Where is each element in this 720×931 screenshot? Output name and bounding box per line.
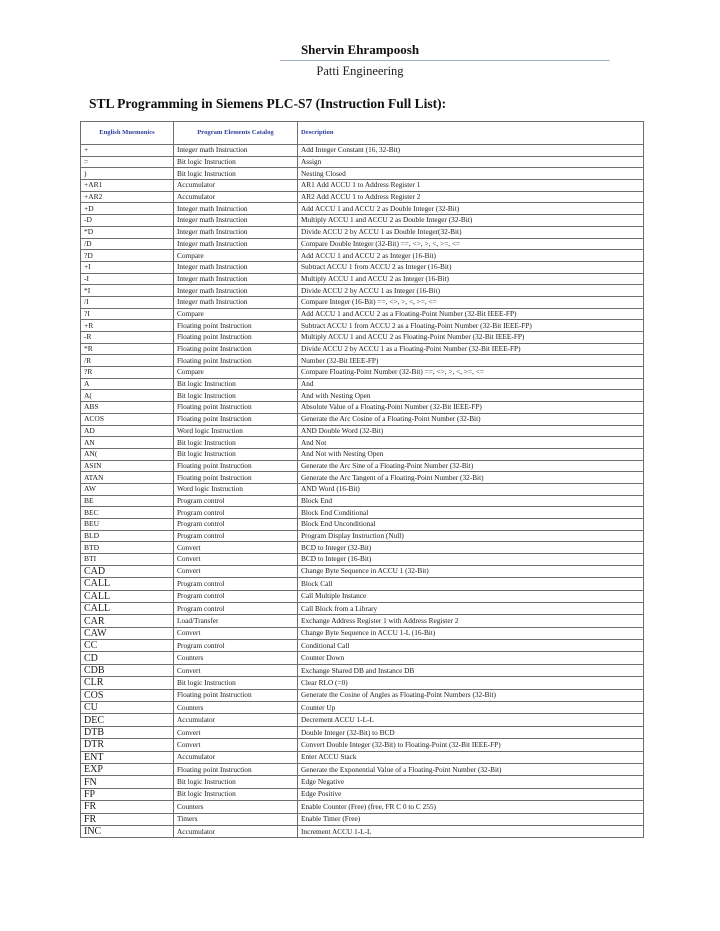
description-cell: Block End Conditional [298,507,644,519]
table-row [81,145,644,157]
description-cell: Change Byte Sequence in ACCU 1 (32-Bit) [298,565,644,577]
description-cell: Decrement ACCU 1-L-L [298,714,644,726]
mnemonic-cell: ?D [81,250,174,262]
description-cell: Subtract ACCU 1 from ACCU 2 as Integer (16-Bit) [298,261,644,273]
catalog-cell: Bit logic Instruction [174,156,298,168]
catalog-cell: Floating point Instruction [174,460,298,472]
table-row [81,156,644,168]
mnemonic-cell: *R [81,343,174,355]
description-cell: Nesting Closed [298,168,644,180]
table-row [81,554,644,566]
catalog-cell: Program control [174,602,298,614]
catalog-cell: Counters [174,652,298,664]
table-row [81,191,644,203]
table-row [81,825,644,837]
description-cell: Generate the Exponential Value of a Floating-Point Number (32-Bit) [298,764,644,776]
mnemonic-cell: BE [81,495,174,507]
description-cell: Block End Unconditional [298,519,644,531]
description-cell: Generate the Arc Tangent of a Floating-Point Number (32-Bit) [298,472,644,484]
catalog-cell: Program control [174,578,298,590]
table-row [81,507,644,519]
description-cell: Divide ACCU 2 by ACCU 1 as Double Integer(32-Bit) [298,226,644,238]
description-cell: And with Nesting Open [298,390,644,402]
table-row [81,813,644,825]
description-cell: Generate the Cosine of Angles as Floating-Point Numbers (32-Bit) [298,689,644,701]
catalog-cell: Convert [174,542,298,554]
catalog-cell: Program control [174,640,298,652]
mnemonic-cell: ABS [81,402,174,414]
table-row [81,530,644,542]
catalog-cell: Convert [174,627,298,639]
mnemonic-cell: CAD [81,565,174,577]
mnemonic-cell: CALL [81,590,174,602]
mnemonic-cell: ) [81,168,174,180]
description-cell: Enter ACCU Stack [298,751,644,763]
catalog-cell: Floating point Instruction [174,332,298,344]
catalog-cell: Integer math Instruction [174,261,298,273]
table-row [81,296,644,308]
column-header-catalog: Program Elements Catalog [174,122,298,145]
catalog-cell: Bit logic Instruction [174,378,298,390]
description-cell: Enable Counter (Free) (free, FR C 0 to C 255) [298,801,644,813]
mnemonic-cell: BLD [81,530,174,542]
table-row [81,425,644,437]
catalog-cell: Bit logic Instruction [174,776,298,788]
mnemonic-cell: *D [81,226,174,238]
catalog-cell: Program control [174,590,298,602]
description-cell: Counter Up [298,702,644,714]
document-title: STL Programming in Siemens PLC-S7 (Instruction Full List): [89,96,447,111]
description-cell: Edge Positive [298,788,644,800]
table-row [81,602,644,614]
catalog-cell: Integer math Instruction [174,238,298,250]
mnemonic-cell: A [81,378,174,390]
description-cell: BCD to Integer (16-Bit) [298,554,644,566]
mnemonic-cell: CAR [81,615,174,627]
catalog-cell: Word logic Instruction [174,483,298,495]
description-cell: AND Word (16-Bit) [298,483,644,495]
mnemonic-cell: +AR2 [81,191,174,203]
description-cell: Divide ACCU 2 by ACCU 1 as a Floating-Point Number (32-Bit IEEE-FP) [298,343,644,355]
description-cell: Compare Floating-Point Number (32-Bit) ==, <>, >, <, >=, <= [298,367,644,379]
mnemonic-cell: BEC [81,507,174,519]
table-row [81,542,644,554]
description-cell: Assign [298,156,644,168]
description-cell: Add ACCU 1 and ACCU 2 as Double Integer (32-Bit) [298,203,644,215]
table-row [81,367,644,379]
table-row [81,788,644,800]
catalog-cell: Integer math Instruction [174,285,298,297]
mnemonic-cell: -R [81,332,174,344]
mnemonic-cell: COS [81,689,174,701]
mnemonic-cell: AW [81,483,174,495]
catalog-cell: Compare [174,367,298,379]
catalog-cell: Compare [174,308,298,320]
table-row [81,615,644,627]
table-row [81,751,644,763]
table-row [81,519,644,531]
mnemonic-cell: *I [81,285,174,297]
catalog-cell: Floating point Instruction [174,413,298,425]
mnemonic-cell: FR [81,801,174,813]
catalog-cell: Convert [174,726,298,738]
catalog-cell: Bit logic Instruction [174,437,298,449]
table-row [81,261,644,273]
column-header-mnemonics: English Mnemonics [81,122,174,145]
table-row [81,627,644,639]
description-cell: Absolute Value of a Floating-Point Number (32-Bit IEEE-FP) [298,402,644,414]
table-row [81,343,644,355]
mnemonic-cell: DTR [81,739,174,751]
mnemonic-cell: ACOS [81,413,174,425]
description-cell: Compare Double Integer (32-Bit) ==, <>, >, <, >=, <= [298,238,644,250]
table-header-row [81,122,644,145]
catalog-cell: Convert [174,739,298,751]
table-row [81,460,644,472]
description-cell: Add ACCU 1 and ACCU 2 as Integer (16-Bit) [298,250,644,262]
table-row [81,402,644,414]
column-header-description: Description [298,122,644,145]
mnemonic-cell: A( [81,390,174,402]
description-cell: Divide ACCU 2 by ACCU 1 as Integer (16-Bit) [298,285,644,297]
mnemonic-cell: -I [81,273,174,285]
description-cell: Increment ACCU 1-L-L [298,825,644,837]
mnemonic-cell: DEC [81,714,174,726]
catalog-cell: Program control [174,530,298,542]
mnemonic-cell: DTB [81,726,174,738]
catalog-cell: Floating point Instruction [174,689,298,701]
mnemonic-cell: /R [81,355,174,367]
catalog-cell: Accumulator [174,191,298,203]
description-cell: Generate the Arc Sine of a Floating-Point Number (32-Bit) [298,460,644,472]
description-cell: Add ACCU 1 and ACCU 2 as a Floating-Point Number (32-Bit IEEE-FP) [298,308,644,320]
description-cell: Multiply ACCU 1 and ACCU 2 as Integer (16-Bit) [298,273,644,285]
table-row [81,689,644,701]
catalog-cell: Timers [174,813,298,825]
mnemonic-cell: +D [81,203,174,215]
mnemonic-cell: AN [81,437,174,449]
mnemonic-cell: -D [81,215,174,227]
description-cell: And Not [298,437,644,449]
catalog-cell: Accumulator [174,751,298,763]
catalog-cell: Bit logic Instruction [174,168,298,180]
table-row [81,238,644,250]
mnemonic-cell: FP [81,788,174,800]
mnemonic-cell: FR [81,813,174,825]
table-row [81,776,644,788]
table-row [81,483,644,495]
mnemonic-cell: CAW [81,627,174,639]
mnemonic-cell: ASIN [81,460,174,472]
catalog-cell: Load/Transfer [174,615,298,627]
catalog-cell: Integer math Instruction [174,273,298,285]
catalog-cell: Floating point Instruction [174,320,298,332]
catalog-cell: Program control [174,495,298,507]
description-cell: AR2 Add ACCU 1 to Address Register 2 [298,191,644,203]
catalog-cell: Counters [174,702,298,714]
table-row [81,413,644,425]
table-row [81,472,644,484]
table-row [81,677,644,689]
description-cell: Double Integer (32-Bit) to BCD [298,726,644,738]
catalog-cell: Bit logic Instruction [174,788,298,800]
catalog-cell: Floating point Instruction [174,355,298,367]
description-cell: And [298,378,644,390]
description-cell: And Not with Nesting Open [298,448,644,460]
mnemonic-cell: BEU [81,519,174,531]
mnemonic-cell: AD [81,425,174,437]
mnemonic-cell: CLR [81,677,174,689]
catalog-cell: Integer math Instruction [174,145,298,157]
description-cell: Convert Double Integer (32-Bit) to Floating-Point (32-Bit IEEE-FP) [298,739,644,751]
description-cell: Subtract ACCU 1 from ACCU 2 as a Floating-Point Number (32-Bit IEEE-FP) [298,320,644,332]
table-row [81,390,644,402]
description-cell: AND Double Word (32-Bit) [298,425,644,437]
description-cell: Block End [298,495,644,507]
description-cell: Clear RLO (=0) [298,677,644,689]
mnemonic-cell: CD [81,652,174,664]
catalog-cell: Integer math Instruction [174,203,298,215]
catalog-cell: Floating point Instruction [174,402,298,414]
description-cell: Change Byte Sequence in ACCU 1-L (16-Bit) [298,627,644,639]
table-row [81,764,644,776]
table-row [81,702,644,714]
mnemonic-cell: ATAN [81,472,174,484]
description-cell: Add Integer Constant (16, 32-Bit) [298,145,644,157]
header-divider [280,60,610,61]
description-cell: Conditional Call [298,640,644,652]
catalog-cell: Integer math Instruction [174,296,298,308]
description-cell: Multiply ACCU 1 and ACCU 2 as Double Integer (32-Bit) [298,215,644,227]
catalog-cell: Accumulator [174,825,298,837]
catalog-cell: Compare [174,250,298,262]
table-row [81,378,644,390]
table-row [81,215,644,227]
catalog-cell: Bit logic Instruction [174,448,298,460]
table-row [81,320,644,332]
mnemonic-cell: EXP [81,764,174,776]
description-cell: Block Call [298,578,644,590]
table-row [81,448,644,460]
mnemonic-cell: +I [81,261,174,273]
table-row [81,203,644,215]
mnemonic-cell: CALL [81,602,174,614]
catalog-cell: Integer math Instruction [174,215,298,227]
description-cell: Call Multiple Instance [298,590,644,602]
mnemonic-cell: CC [81,640,174,652]
table-row [81,180,644,192]
mnemonic-cell: CU [81,702,174,714]
mnemonic-cell: FN [81,776,174,788]
mnemonic-cell: /D [81,238,174,250]
table-row [81,168,644,180]
mnemonic-cell: BTI [81,554,174,566]
table-row [81,273,644,285]
table-row [81,250,644,262]
catalog-cell: Accumulator [174,180,298,192]
catalog-cell: Convert [174,664,298,676]
catalog-cell: Counters [174,801,298,813]
table-row [81,332,644,344]
table-row [81,590,644,602]
table-row [81,308,644,320]
description-cell: Multiply ACCU 1 and ACCU 2 as Floating-Point Number (32-Bit IEEE-FP) [298,332,644,344]
table-row [81,726,644,738]
table-row [81,714,644,726]
mnemonic-cell: CALL [81,578,174,590]
description-cell: Counter Down [298,652,644,664]
description-cell: Call Block from a Library [298,602,644,614]
description-cell: Enable Timer (Free) [298,813,644,825]
mnemonic-cell: + [81,145,174,157]
catalog-cell: Convert [174,565,298,577]
mnemonic-cell: BTD [81,542,174,554]
description-cell: Compare Integer (16-Bit) ==, <>, >, <, >=, <= [298,296,644,308]
catalog-cell: Floating point Instruction [174,472,298,484]
mnemonic-cell: CDB [81,664,174,676]
mnemonic-cell: /I [81,296,174,308]
table-row [81,285,644,297]
description-cell: Exchange Shared DB and Instance DB [298,664,644,676]
table-row [81,437,644,449]
table-row [81,664,644,676]
catalog-cell: Integer math Instruction [174,226,298,238]
table-body [81,145,644,838]
mnemonic-cell: INC [81,825,174,837]
table-row [81,565,644,577]
catalog-cell: Program control [174,507,298,519]
catalog-cell: Bit logic Instruction [174,677,298,689]
table-row [81,578,644,590]
catalog-cell: Program control [174,519,298,531]
mnemonic-cell: +AR1 [81,180,174,192]
mnemonic-cell: ENT [81,751,174,763]
description-cell: Number (32-Bit IEEE-FP) [298,355,644,367]
catalog-cell: Convert [174,554,298,566]
table-row [81,652,644,664]
catalog-cell: Word logic Instruction [174,425,298,437]
catalog-cell: Accumulator [174,714,298,726]
description-cell: Exchange Address Register 1 with Address Register 2 [298,615,644,627]
author-name: Shervin Ehrampoosh [300,42,420,57]
table-row [81,495,644,507]
company-name: Patti Engineering [316,64,404,78]
mnemonic-cell: ?R [81,367,174,379]
mnemonic-cell: +R [81,320,174,332]
table-row [81,801,644,813]
instruction-table [80,121,644,838]
table-row [81,640,644,652]
table-row [81,355,644,367]
table-row [81,739,644,751]
mnemonic-cell: ?I [81,308,174,320]
catalog-cell: Floating point Instruction [174,343,298,355]
description-cell: Edge Negative [298,776,644,788]
mnemonic-cell: AN( [81,448,174,460]
catalog-cell: Bit logic Instruction [174,390,298,402]
description-cell: AR1 Add ACCU 1 to Address Register 1 [298,180,644,192]
table-row [81,226,644,238]
description-cell: Program Display Instruction (Null) [298,530,644,542]
description-cell: BCD to Integer (32-Bit) [298,542,644,554]
mnemonic-cell: = [81,156,174,168]
description-cell: Generate the Arc Cosine of a Floating-Point Number (32-Bit) [298,413,644,425]
catalog-cell: Floating point Instruction [174,764,298,776]
